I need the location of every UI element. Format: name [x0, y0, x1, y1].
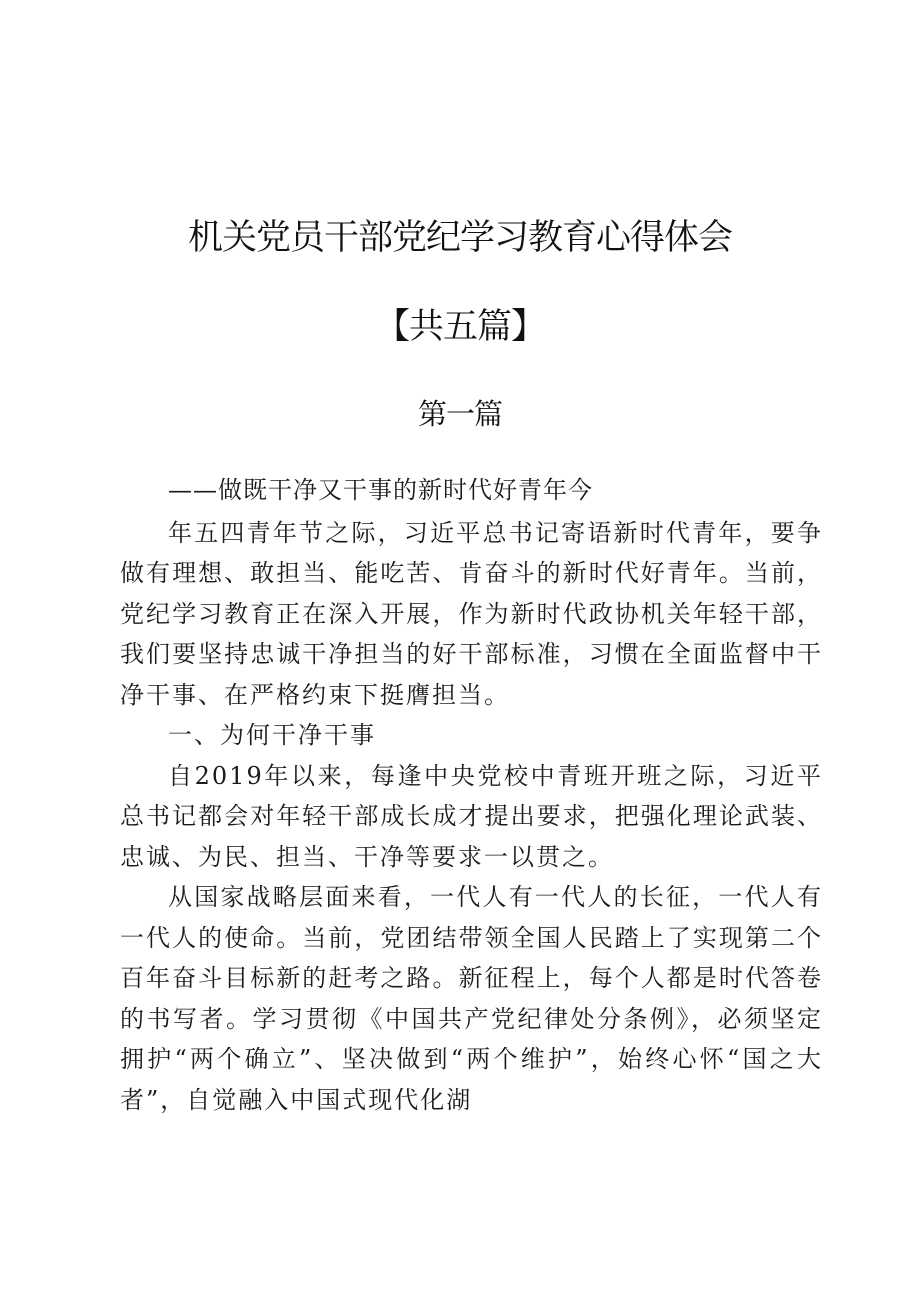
paragraph-2019: 自2019年以来，每逢中央党校中青班开班之际，习近平总书记都会对年轻干部成长成才提出要求，把强化理论武装、忠诚、为民、担当、干净等要求一以贯之。 [120, 761, 823, 871]
part-title: 第一篇 [417, 397, 502, 431]
document-title: 机关党员干部党纪学习教育心得体会 [187, 218, 732, 258]
document-body [120, 470, 823, 1120]
section-heading-1: 一、为何干净干事 [168, 721, 376, 749]
paragraph-intro: 年五四青年节之际，习近平总书记寄语新时代青年，要争做有理想、敢担当、能吃苦、肯奋斗的新时代好青年。当前，党纪学习教育正在深入开展，作为新时代政协机关年轻干部，我们要坚持忠诚干净担当的好干部标准，习惯在全面监督中干净干事、在严格约束下挺膺担当。 [120, 518, 823, 709]
essay-subtitle: ——做既干净又干事的新时代好青年今 [168, 476, 593, 504]
document-subtitle: 【共五篇】 [374, 307, 545, 347]
paragraph-national-strategy: 从国家战略层面来看，一代人有一代人的长征，一代人有一代人的使命。当前，党团结带领全国人民踏上了实现第二个百年奋斗目标新的赶考之路。新征程上，每个人都是时代答卷的书写者。学习贯彻《中国共产党纪律处分条例》，必须坚定拥护“两个确立”、坚决做到“两个维护”，始终心怀“国之大者”，自觉融入中国式现代化湖 [120, 883, 823, 1114]
